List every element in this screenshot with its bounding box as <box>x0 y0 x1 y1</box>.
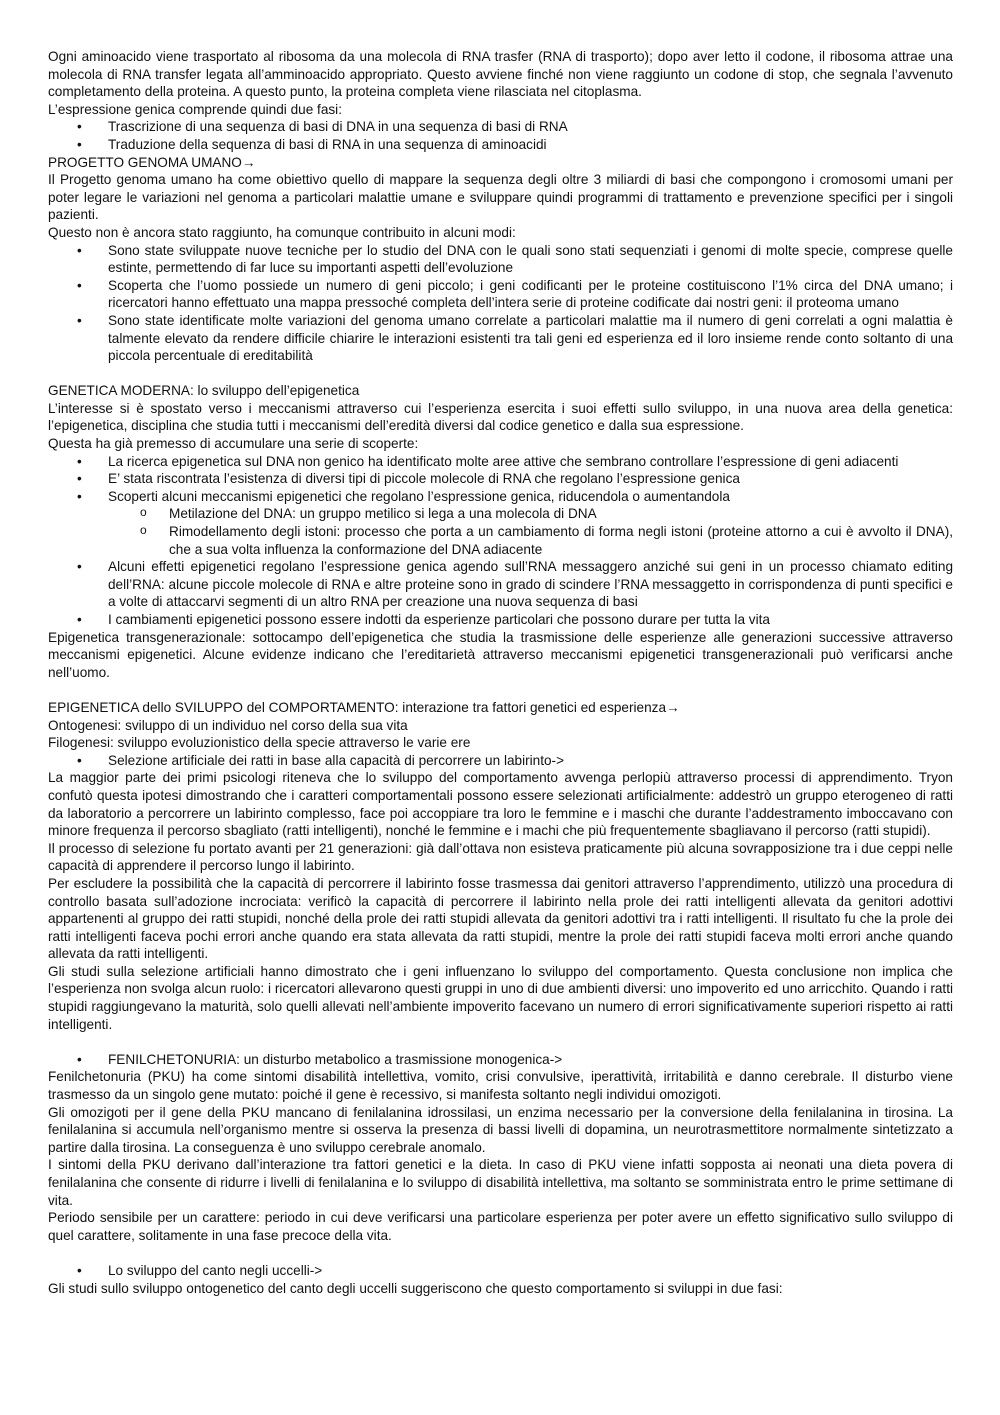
list-item: • Traduzione della sequenza di basi di RNA in una sequenza di aminoacidi <box>48 136 953 154</box>
section-heading: EPIGENETICA dello SVILUPPO del COMPORTAMENTO: interazione tra fattori genetici ed esperienza→ <box>48 699 680 715</box>
spacer <box>48 1033 953 1051</box>
spacer <box>48 365 953 383</box>
paragraph: Fenilchetonuria (PKU) ha come sintomi disabilità intellettiva, vomito, crisi convulsive, iperattività, irritabilità e danno cerebrale. Il disturbo viene trasmesso da un singolo gene mutato: poiché il gene è recessivo, si manifesta soltanto negli individui omozigoti. <box>48 1069 953 1103</box>
list-item: • Sono state sviluppate nuove tecniche per lo studio del DNA con le quali sono stati sequenziati i genomi di molte specie, comprese quelle estinte, permettendo di far luce su importanti aspetti dell’evoluzione <box>48 242 953 277</box>
sub-list-item: o Metilazione del DNA: un gruppo metilico si lega a una molecola di DNA <box>48 505 953 523</box>
paragraph: Filogenesi: sviluppo evoluzionistico della specie attraverso le varie ere <box>48 735 471 751</box>
list-item: • Scoperti alcuni meccanismi epigenetici che regolano l’espressione genica, riducendola o aumentandola <box>48 488 953 506</box>
list-item: • FENILCHETONURIA: un disturbo metabolico a trasmissione monogenica-> <box>48 1051 953 1069</box>
paragraph: Ontogenesi: sviluppo di un individuo nel corso della sua vita <box>48 717 408 733</box>
section-heading: GENETICA MODERNA: lo sviluppo dell’epigenetica <box>48 383 360 399</box>
list-item: • Sono state identificate molte variazioni del genoma umano correlate a particolari malattie ma il numero di geni correlati a ogni malattia è talmente elevato da rendere difficile chiarire le interazioni esistenti tra tali geni ed esperienza ed il loro insieme rende conto soltanto di una piccola percentuale di ereditabilità <box>48 312 953 365</box>
list-item: • Scoperta che l’uomo possiede un numero di geni piccolo; i geni codificanti per le proteine costituiscono l’1% circa del DNA umano; i ricercatori hanno effettuato una mappa pressoché completa dell’intera serie di proteine codificate dai nostri geni: il proteoma umano <box>48 277 953 312</box>
paragraph: Periodo sensibile per un carattere: periodo in cui deve verificarsi una particolare esperienza per poter avere un effetto significativo sullo sviluppo di quel carattere, solitamente in una fase precoce della vita. <box>48 1210 953 1243</box>
paragraph: Questa ha già premesso di accumulare una serie di scoperte: <box>48 436 419 452</box>
list-item: • Trascrizione di una sequenza di basi di DNA in una sequenza di basi di RNA <box>48 118 953 136</box>
list-item: • E’ stata riscontrata l’esistenza di diversi tipi di piccole molecole di RNA che regolano l’espressione genica <box>48 470 953 488</box>
paragraph: Il processo di selezione fu portato avanti per 21 generazioni: già dall’ottava non esisteva praticamente più alcuna sovrapposizione tra i due ceppi nelle capacità di apprendere il percorso lungo il labirinto. <box>48 840 953 874</box>
bullet-list <box>48 453 953 629</box>
paragraph: Epigenetica transgenerazionale: sottocampo dell’epigenetica che studia la trasmissione delle esperienze alle generazioni successive attraverso meccanismi epigenetici. Alcune evidenze indicano che l’ereditarietà attraverso meccanismi epigenetici transgenerazionali può verificarsi anche nell’uomo. <box>48 629 953 680</box>
bullet-list <box>48 1051 953 1069</box>
spacer <box>48 1244 953 1262</box>
paragraph: Ogni aminoacido viene trasportato al ribosoma da una molecola di RNA trasfer (RNA di trasporto); dopo aver letto il codone, il ribosoma attrae una molecola di RNA transfer legata all’amminoacido appropriato. Questo avviene finché non viene raggiunto un codone di stop, che segnala l’avvenuto completamento della proteina. A questo punto, la proteina completa viene rilasciata nel citoplasma. <box>48 49 953 100</box>
spacer <box>48 681 953 699</box>
bullet-list <box>48 242 953 365</box>
section-heading: PROGETTO GENOMA UMANO→ <box>48 154 256 170</box>
paragraph: Per escludere la possibilità che la capacità di percorrere il labirinto fosse trasmessa dai genitori attraverso l’apprendimento, utilizzò una procedura di controllo basata sull’adozione incrociata: verificò la capacità di percorrere il labirinto nella prole dei ratti intelligenti allevata da genitori adottivi appartenenti al gruppo dei ratti stupidi, nonché della prole dei ratti stupidi allevata da genitori adottivi tra i ratti intelligenti. Il risultato fu che la prole dei ratti intelligenti faceva pochi errori anche quando era stata allevata da ratti stupidi, mentre la prole dei ratti stupidi faceva molti errori anche quando allevata da ratti intelligenti. <box>48 875 953 962</box>
paragraph: Gli studi sullo sviluppo ontogenetico del canto degli uccelli suggeriscono che questo comportamento si sviluppi in due fasi: <box>48 1280 783 1296</box>
sub-list-item: o Rimodellamento degli istoni: processo che porta a un cambiamento di forma negli istoni (proteine attorno a cui è avvolto il DNA), che a sua volta influenza la conformazione del DNA adiacente <box>48 523 953 558</box>
paragraph: La maggior parte dei primi psicologi riteneva che lo sviluppo del comportamento avvenga perlopiù attraverso processi di apprendimento. Tryon confutò questa ipotesi dimostrando che i caratteri comportamentali possono essere selezionati artificialmente: addestrò un gruppo eterogeneo di ratti da laboratorio a percorrere un labirinto complesso, face poi accoppiare tra loro le femmine e i maschi che durante l’addestramento imboccavano con minore frequenza il percorso sbagliato (ratti intelligenti), nonché le femmine e i machi che più frequentemente sbagliavano il percorso (ratti stupidi). <box>48 770 953 839</box>
bullet-list <box>48 752 953 770</box>
document-page <box>48 48 953 1297</box>
paragraph: Gli omozigoti per il gene della PKU mancano di fenilalanina idrossilasi, un enzima necessario per la conversione della fenilalanina in tirosina. La fenilalanina si accumula nell’organismo mentre si osserva la presenza di bassi livelli di dopamina, un neurotrasmettitore normalmente sintetizzato a partire dalla tirosina. La conseguenza è uno sviluppo cerebrale anomalo. <box>48 1104 953 1155</box>
bullet-list <box>48 1262 953 1280</box>
list-item: • Alcuni effetti epigenetici regolano l’espressione genica agendo sull’RNA messaggero anziché sui geni in un processo chiamato editing dell’RNA: alcune piccole molecole di RNA e altre proteine sono in grado di scindere l’RNA messaggetto in corrispondenza di punti specifici e a volte di attaccarvi segmenti di un altro RNA per creazione una nuova sequenza di basi <box>48 558 953 611</box>
list-item: • I cambiamenti epigenetici possono essere indotti da esperienze particolari che possono durare per tutta la vita <box>48 611 953 629</box>
paragraph: Gli studi sulla selezione artificiali hanno dimostrato che i geni influenzano lo sviluppo del comportamento. Questa conclusione non implica che l’esperienza non svolga alcun ruolo: i ricercatori allevarono questi gruppi in uno di due ambienti diversi: uno impoverito ed uno arricchito. Quando i ratti stupidi raggiungevano la maturità, solo quelli allevati nell’ambiente impoverito facevano un numero di errori significativamente superiori rispetto ai ratti intelligenti. <box>48 963 953 1032</box>
paragraph: I sintomi della PKU derivano dall’interazione tra fattori genetici e la dieta. In caso di PKU viene infatti sopposta ai neonati una dieta povera di fenilalanina che consente di ridurre i livelli di fenilalanina e lo sviluppo di disabilità intellettiva, ma soltanto se somministrata entro le prime settimane di vita. <box>48 1157 953 1208</box>
paragraph: Questo non è ancora stato raggiunto, ha comunque contribuito in alcuni modi: <box>48 224 516 240</box>
bullet-list <box>48 118 953 153</box>
list-item: • Lo sviluppo del canto negli uccelli-> <box>48 1262 953 1280</box>
paragraph: L’espressione genica comprende quindi due fasi: <box>48 101 342 117</box>
list-item: • La ricerca epigenetica sul DNA non genico ha identificato molte aree attive che sembrano controllare l’espressione di geni adiacenti <box>48 453 953 471</box>
paragraph: L’interesse si è spostato verso i meccanismi attraverso cui l’esperienza esercita i suoi effetti sullo sviluppo, in una nuova area della genetica: l’epigenetica, disciplina che studia tutti i meccanismi dell’eredità diversi dal codice genetico e dalla sua espressione. <box>48 400 953 434</box>
paragraph: Il Progetto genoma umano ha come obiettivo quello di mappare la sequenza degli oltre 3 miliardi di basi che compongono i cromosomi umani per poter legare le variazioni nel genoma a particolari malattie umane e sviluppare quindi programmi di trattamento e prevenzione specifici per i singoli pazienti. <box>48 172 953 223</box>
list-item: • Selezione artificiale dei ratti in base alla capacità di percorrere un labirinto-> <box>48 752 953 770</box>
